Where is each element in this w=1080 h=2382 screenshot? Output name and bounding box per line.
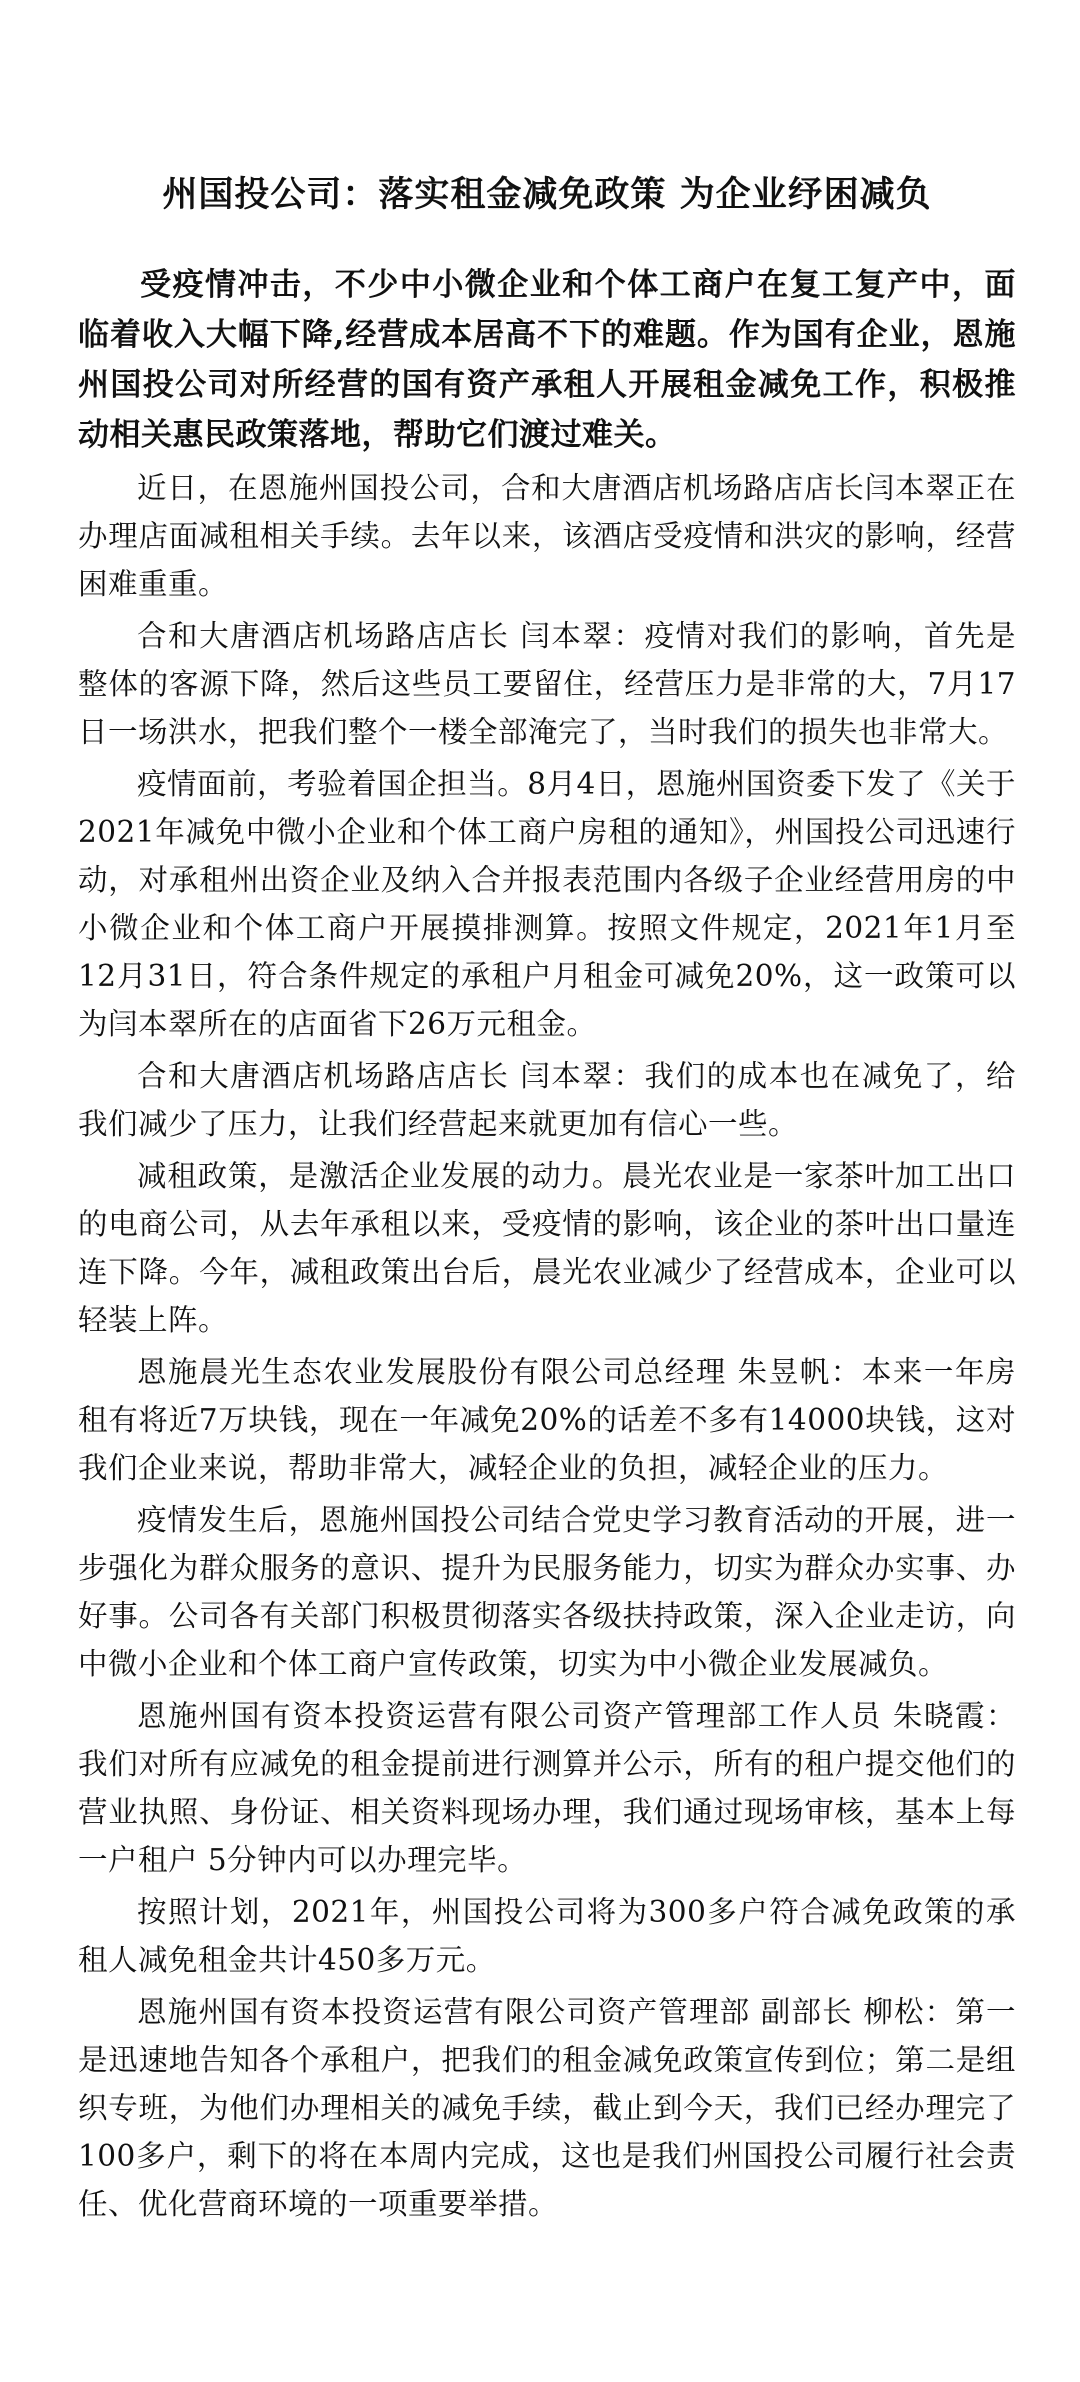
paragraph-3: 疫情面前，考验着国企担当。8月4日，恩施州国资委下发了《关于2021年减免中微小企业和个体工商户房租的通知》，州国投公司迅速行动，对承租州出资企业及纳入合并报表范围内各级子企业经营用房的中小微企业和个体工商户开展摸排测算。按照文件规定，2021年1月至12月31日，符合条件规定的承租户月租金可减免20%，这一政策可以为闫本翠所在的店面省下26万元租金。 bbox=[78, 767, 1016, 1041]
article-lead: 受疫情冲击，不少中小微企业和个体工商户在复工复产中，面临着收入大幅下降,经营成本居高不下的难题。作为国有企业，恩施州国投公司对所经营的国有资产承租人开展租金减免工作，积极推动相关惠民政策落地，帮助它们渡过难关。 bbox=[78, 267, 1016, 453]
paragraph-10: 恩施州国有资本投资运营有限公司资产管理部 副部长 柳松：第一是迅速地告知各个承租户，把我们的租金减免政策宣传到位；第二是组织专班，为他们办理相关的减免手续，截止到今天，我们已经办理完了100多户，剩下的将在本周内完成，这也是我们州国投公司履行社会责任、优化营商环境的一项重要举措。 bbox=[78, 1995, 1016, 2221]
paragraph-5: 减租政策，是激活企业发展的动力。晨光农业是一家茶叶加工出口的电商公司，从去年承租以来，受疫情的影响，该企业的茶叶出口量连连下降。今年，减租政策出台后，晨光农业减少了经营成本，企业可以轻装上阵。 bbox=[78, 1159, 1016, 1337]
paragraph-2: 合和大唐酒店机场路店店长 闫本翠：疫情对我们的影响，首先是整体的客源下降，然后这些员工要留住，经营压力是非常的大，7月17日一场洪水，把我们整个一楼全部淹完了，当时我们的损失也非常大。 bbox=[78, 619, 1016, 749]
paragraph-8: 恩施州国有资本投资运营有限公司资产管理部工作人员 朱晓霞：我们对所有应减免的租金提前进行测算并公示，所有的租户提交他们的营业执照、身份证、相关资料现场办理，我们通过现场审核，基本上每一户租户 5分钟内可以办理完毕。 bbox=[78, 1699, 1016, 1877]
paragraph-6: 恩施晨光生态农业发展股份有限公司总经理 朱昱帆：本来一年房租有将近7万块钱，现在一年减免20%的话差不多有14000块钱，这对我们企业来说，帮助非常大，减轻企业的负担，减轻企业的压力。 bbox=[78, 1355, 1016, 1485]
paragraph-7: 疫情发生后，恩施州国投公司结合党史学习教育活动的开展，进一步强化为群众服务的意识、提升为民服务能力，切实为群众办实事、办好事。公司各有关部门积极贯彻落实各级扶持政策，深入企业走访，向中微小企业和个体工商户宣传政策，切实为中小微企业发展减负。 bbox=[78, 1503, 1016, 1681]
paragraph-4: 合和大唐酒店机场路店店长 闫本翠：我们的成本也在减免了，给我们减少了压力，让我们经营起来就更加有信心一些。 bbox=[78, 1059, 1016, 1141]
article-title: 州国投公司：落实租金减免政策 为企业纾困减负 bbox=[162, 174, 932, 215]
paragraph-1: 近日，在恩施州国投公司，合和大唐酒店机场路店店长闫本翠正在办理店面减租相关手续。去年以来，该酒店受疫情和洪灾的影响，经营困难重重。 bbox=[78, 471, 1016, 601]
paragraph-9: 按照计划，2021年，州国投公司将为300多户符合减免政策的承租人减免租金共计450多万元。 bbox=[78, 1895, 1016, 1977]
